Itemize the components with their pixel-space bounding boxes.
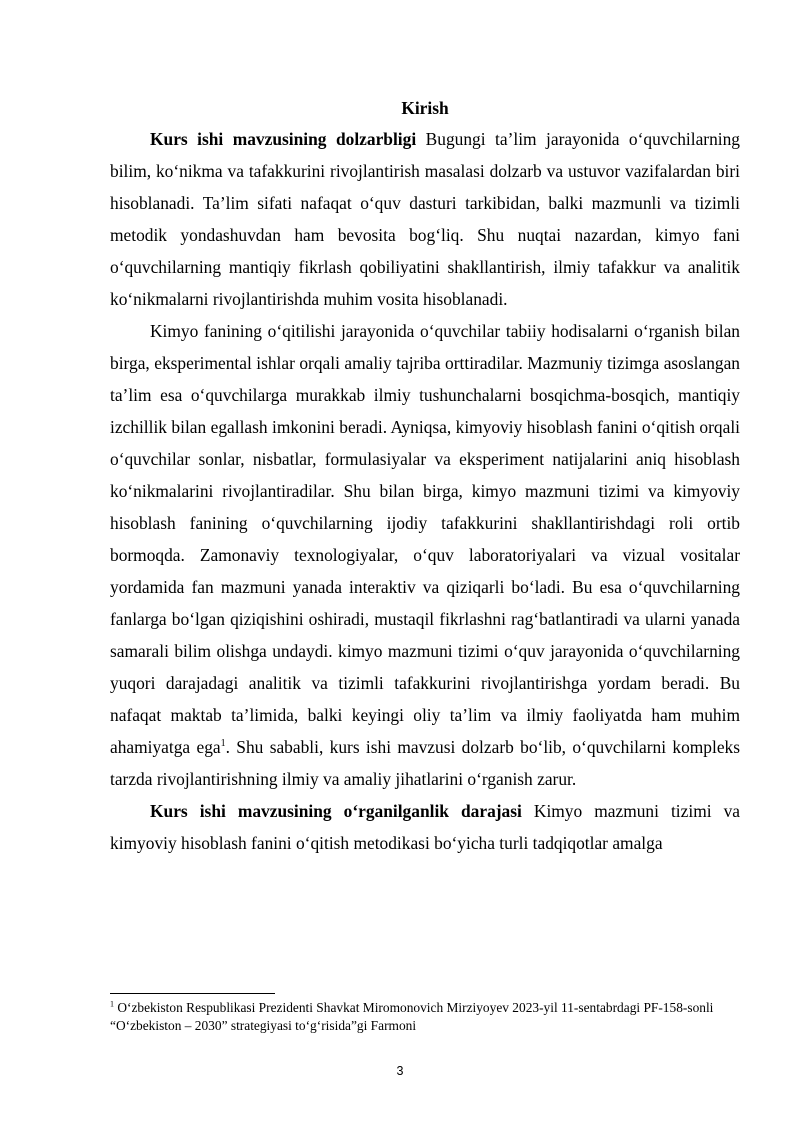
footnote-marker: 1 — [110, 999, 114, 1009]
paragraph-chemistry-teaching — [110, 315, 740, 795]
footnote-text: O‘zbekiston Respublikasi Prezidenti Shavkat Miromonovich Mirziyoyev 2023-yil 11-sentabrdagi PF-158-sonli “O‘zbekiston – 2030” strategiyasi to‘g‘risida”gi Farmoni — [110, 1000, 714, 1033]
page-body — [110, 94, 740, 859]
paragraph-text: Bugungi ta’lim jarayonida o‘quvchilarning bilim, ko‘nikma va tafakkurini rivojlantirish masalasi dolzarb va ustuvor vazifalardan biri hisoblanadi. Ta’lim sifati nafaqat o‘quv dasturi tarkibidan, balki mazmunli va tizimli metodik yondashuvdan ham bevosita bog‘liq. Shu nuqtai nazardan, kimyo fani o‘quvchilarning mantiqiy fikrlash qobiliyatini shakllantirish, ilmiy tafakkur va analitik ko‘nikmalarni rivojlantirishda muhim vosita hisoblanadi. — [110, 129, 740, 309]
footnote — [110, 999, 740, 1035]
section-heading: Kirish — [401, 98, 449, 118]
paragraph-study-level — [110, 795, 740, 859]
paragraph-relevance — [110, 123, 740, 315]
page-number: 3 — [396, 1064, 404, 1078]
paragraph-text: Kimyo fanining o‘qitilishi jarayonida o‘quvchilar tabiiy hodisalarni o‘rganish bilan birga, eksperimental ishlar orqali amaliy tajriba orttiradilar. Mazmuniy tizimga asoslangan ta’lim esa o‘quvchilarga murakkab ilmiy tushunchalarni bosqichma-bosqich, mantiqiy izchillik bilan egallash imkonini beradi. Ayniqsa, kimyoviy hisoblash fanini o‘qitish orqali o‘quvchilar sonlar, nisbatlar, formulasiyalar va eksperiment natijalarini aniq hisoblash ko‘nikmalarini rivojlantiradilar. Shu bilan birga, kimyo mazmuni tizimi va kimyoviy hisoblash fanining o‘quvchilarning ijodiy tafakkurini shakllantirishdagi roli ortib bormoqda. Zamonaviy texnologiyalar, o‘quv laboratoriyalari va vizual vositalar yordamida fan mazmuni yanada interaktiv va qiziqarli bo‘ladi. Bu esa o‘quvchilarning fanlarga bo‘lgan qiziqishini oshiradi, mustaqil fikrlashni rag‘batlantiradi va ularni yanada samarali bilim olishga undaydi. kimyo mazmuni tizimi o‘quv jarayonida o‘quvchilarning yuqori darajadagi analitik va tizimli tafakkurini rivojlantirishga yordam beradi. Bu nafaqat maktab ta’limida, balki keyingi oliy ta’lim va ilmiy faoliyatda ham muhim ahamiyatga ega — [110, 321, 740, 757]
footnote-reference[interactable]: 1 — [220, 738, 226, 750]
paragraph-text-continued: . Shu sababli, kurs ishi mavzusi dolzarb bo‘lib, o‘quvchilarni kompleks tarzda rivojlantirishning ilmiy va amaliy jihatlarini o‘rganish zarur. — [110, 737, 740, 789]
paragraph-text: Kimyo mazmuni tizimi va kimyoviy hisoblash fanini o‘qitish metodikasi bo‘yicha turli tadqiqotlar amalga — [110, 801, 740, 853]
paragraph-lead-relevance: Kurs ishi mavzusining dolzarbligi — [150, 129, 417, 149]
footnote-separator — [110, 993, 275, 994]
paragraph-lead-study-level: Kurs ishi mavzusining o‘rganilganlik darajasi — [150, 801, 522, 821]
